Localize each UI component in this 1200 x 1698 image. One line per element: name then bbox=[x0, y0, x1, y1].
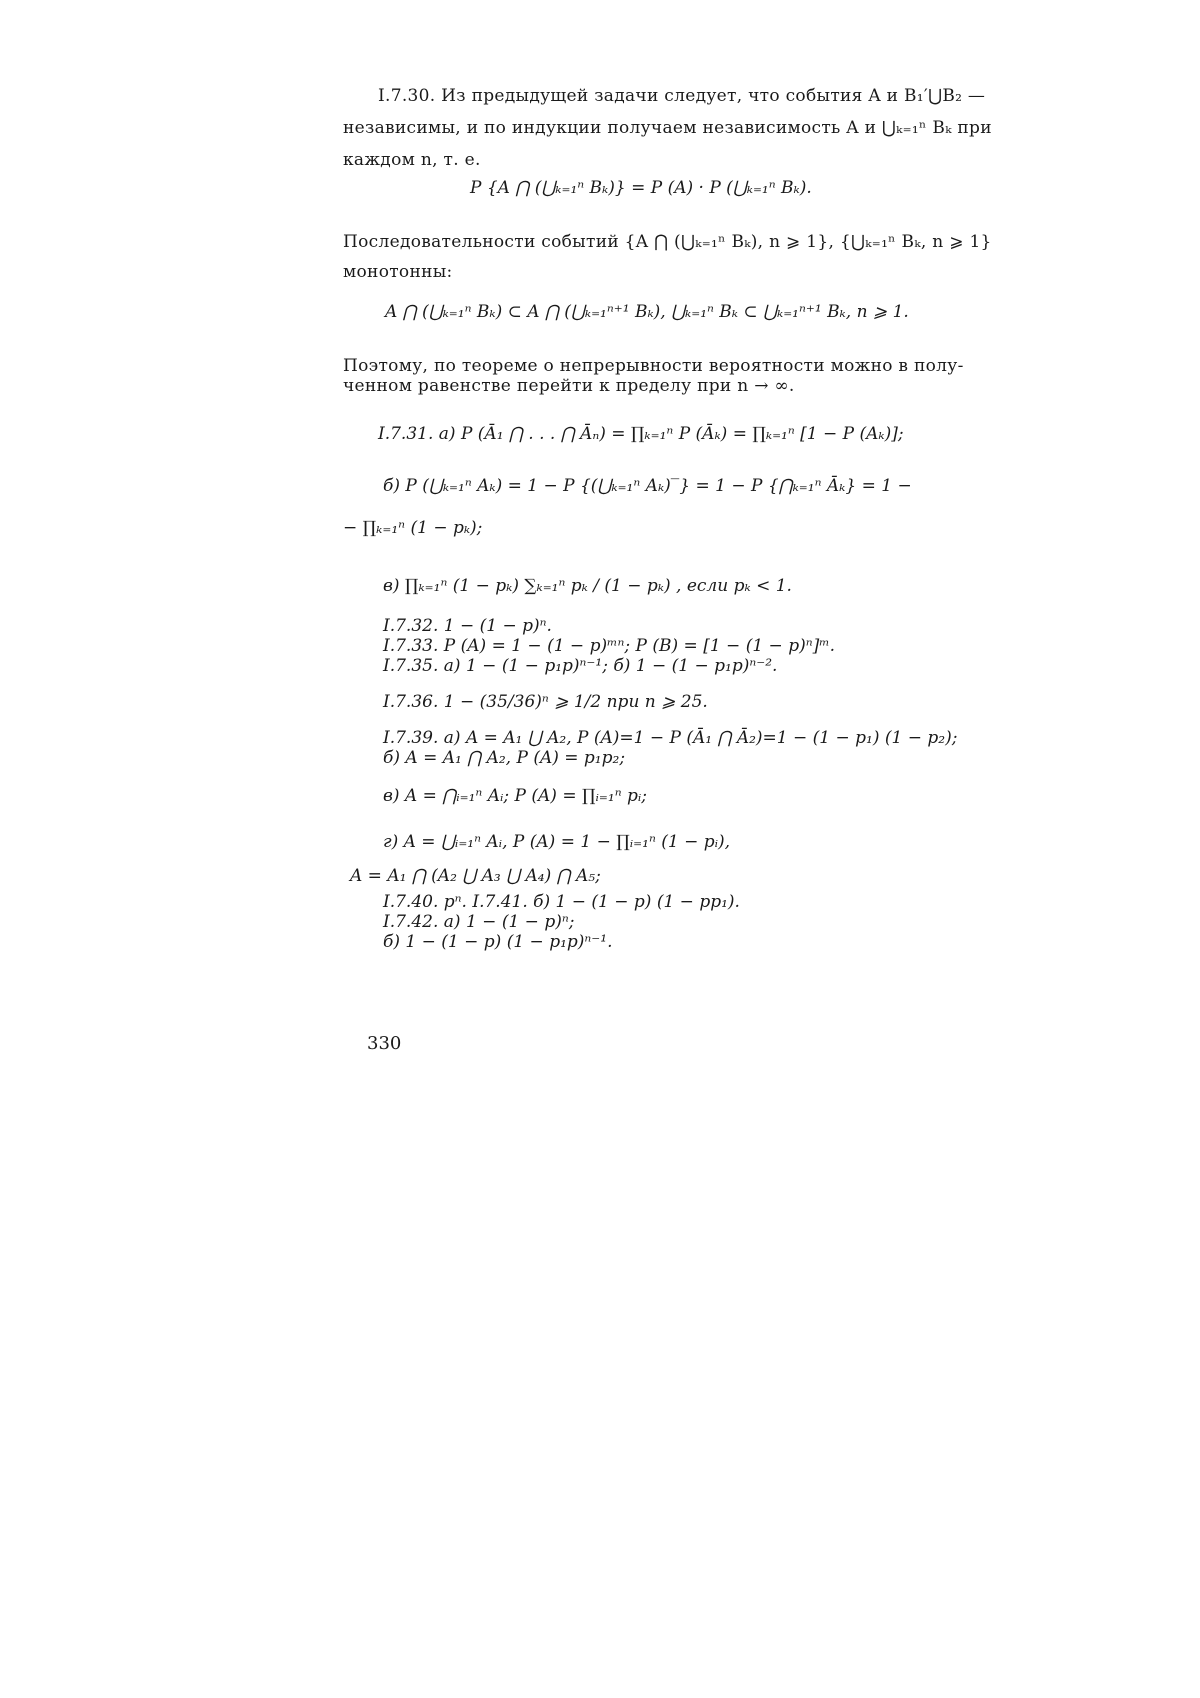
problem-1730-line-3: каждом n, т. е. bbox=[343, 150, 481, 170]
answer-1736: I.7.36. 1 − (35/36)ⁿ ⩾ 1/2 при n ⩾ 25. bbox=[383, 692, 708, 712]
sequences-line-2: монотонны: bbox=[343, 262, 453, 282]
continuity-line-2: ченном равенстве перейти к пределу при n → ∞. bbox=[343, 376, 795, 396]
answer-1739-a: I.7.39. а) A = A₁ ⋃ A₂, P (A)=1 − P (Ā₁ ⋂ Ā₂)=1 − (1 − p₁) (1 − p₂); bbox=[383, 728, 958, 748]
answer-1732: I.7.32. 1 − (1 − p)ⁿ. bbox=[383, 616, 552, 636]
answer-1742-b: б) 1 − (1 − p) (1 − p₁p)ⁿ⁻¹. bbox=[383, 932, 613, 952]
problem-1730-line-2: независимы, и по индукции получаем независимость A и ⋃ₖ₌₁ⁿ Bₖ при bbox=[343, 118, 992, 138]
continuity-line-1: Поэтому, по теореме о непрерывности вероятности можно в полу- bbox=[343, 356, 964, 376]
answer-1739-v: в) A = ⋂ᵢ₌₁ⁿ Aᵢ; P (A) = ∏ᵢ₌₁ⁿ pᵢ; bbox=[383, 786, 648, 806]
answer-1739-g: г) A = ⋃ᵢ₌₁ⁿ Aᵢ, P (A) = 1 − ∏ᵢ₌₁ⁿ (1 − pᵢ), bbox=[383, 832, 731, 852]
sequences-line-1: Последовательности событий {A ⋂ (⋃ₖ₌₁ⁿ Bₖ), n ⩾ 1}, {⋃ₖ₌₁ⁿ Bₖ, n ⩾ 1} bbox=[343, 232, 992, 252]
answer-1731-a: I.7.31. а) P (Ā₁ ⋂ . . . ⋂ Āₙ) = ∏ₖ₌₁ⁿ P (Āₖ) = ∏ₖ₌₁ⁿ [1 − P (Aₖ)]; bbox=[378, 424, 904, 444]
page-number: 330 bbox=[367, 1033, 402, 1054]
formula-independence: P {A ⋂ (⋃ₖ₌₁ⁿ Bₖ)} = P (A) · P (⋃ₖ₌₁ⁿ Bₖ). bbox=[470, 178, 812, 198]
answer-1740-1741: I.7.40. pⁿ. I.7.41. б) 1 − (1 − p) (1 − pp₁). bbox=[383, 892, 740, 912]
answer-1742-a: I.7.42. а) 1 − (1 − p)ⁿ; bbox=[383, 912, 575, 932]
answer-1733: I.7.33. P (A) = 1 − (1 − p)ᵐⁿ; P (B) = [1 − (1 − p)ⁿ]ᵐ. bbox=[383, 636, 836, 656]
answer-1739-b: б) A = A₁ ⋂ A₂, P (A) = p₁p₂; bbox=[383, 748, 626, 768]
answer-1735: I.7.35. а) 1 − (1 − p₁p)ⁿ⁻¹; б) 1 − (1 − p₁p)ⁿ⁻². bbox=[383, 656, 778, 676]
formula-monotone: A ⋂ (⋃ₖ₌₁ⁿ Bₖ) ⊂ A ⋂ (⋃ₖ₌₁ⁿ⁺¹ Bₖ), ⋃ₖ₌₁ⁿ Bₖ ⊂ ⋃ₖ₌₁ⁿ⁺¹ Bₖ, n ⩾ 1. bbox=[385, 302, 909, 322]
answer-1731-c: в) ∏ₖ₌₁ⁿ (1 − pₖ) ∑ₖ₌₁ⁿ pₖ / (1 − pₖ) , если pₖ < 1. bbox=[383, 576, 792, 596]
answer-1739-d: A = A₁ ⋂ (A₂ ⋃ A₃ ⋃ A₄) ⋂ A₅; bbox=[350, 866, 601, 886]
answer-1731-b-line-1: б) P (⋃ₖ₌₁ⁿ Aₖ) = 1 − P {(⋃ₖ₌₁ⁿ Aₖ)‾} = 1 − P {⋂ₖ₌₁ⁿ Āₖ} = 1 − bbox=[383, 476, 912, 496]
problem-1730-line-1: I.7.30. Из предыдущей задачи следует, что события A и B₁′⋃B₂ — bbox=[378, 86, 986, 106]
answer-1731-b-line-2: − ∏ₖ₌₁ⁿ (1 − pₖ); bbox=[343, 518, 483, 538]
